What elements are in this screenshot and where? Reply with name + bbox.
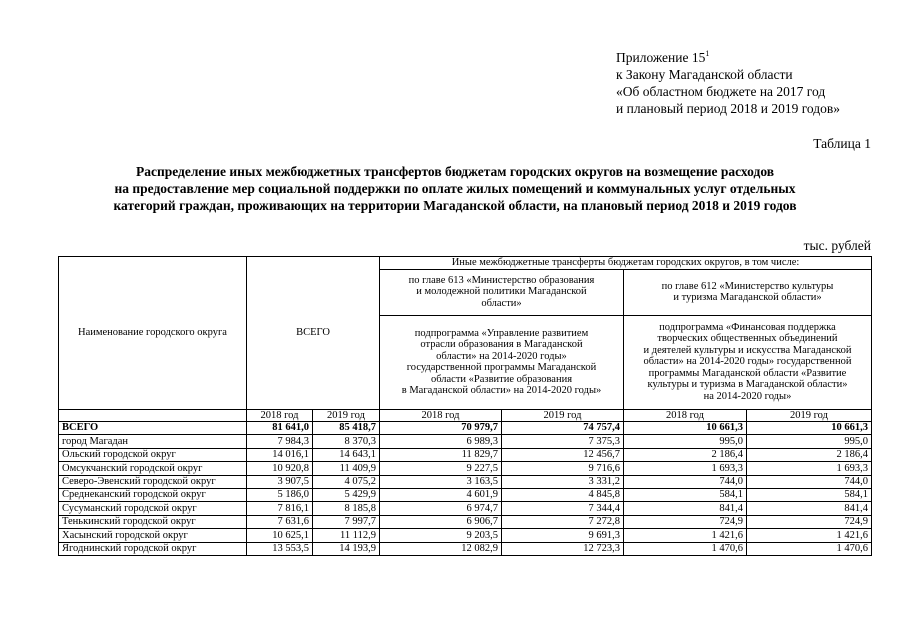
row-ch612-2018: 724,9 xyxy=(624,515,747,528)
appendix-line-4: и плановый период 2018 и 2019 годов» xyxy=(616,101,841,116)
row-name: ВСЕГО xyxy=(59,422,247,435)
row-ch612-2019: 1 470,6 xyxy=(747,542,872,555)
appendix-superscript: 1 xyxy=(705,49,710,58)
row-ch613-2018: 12 082,9 xyxy=(380,542,502,555)
row-total-2019: 5 429,9 xyxy=(313,488,380,501)
table-row xyxy=(59,542,872,555)
row-ch613-2019: 9 691,3 xyxy=(502,529,624,542)
row-total-2019: 7 997,7 xyxy=(313,515,380,528)
row-total-2018: 5 186,0 xyxy=(247,488,313,501)
table-row xyxy=(59,475,872,488)
row-ch612-2018: 841,4 xyxy=(624,502,747,515)
row-ch613-2018: 6 906,7 xyxy=(380,515,502,528)
row-ch612-2018: 1 421,6 xyxy=(624,529,747,542)
row-ch612-2019: 995,0 xyxy=(747,435,872,448)
row-ch613-2019: 7 344,4 xyxy=(502,502,624,515)
header-ch612-2018: 2018 год xyxy=(624,409,747,422)
row-ch612-2019: 724,9 xyxy=(747,515,872,528)
header-chapter-613: по главе 613 «Министерство образования и молодежной политики Магаданской области» xyxy=(380,269,624,315)
title-line-2: на предоставление мер социальной поддержки по оплате жилых помещений и коммунальных услуг отдельных xyxy=(114,181,796,196)
row-total-2019: 14 643,1 xyxy=(313,448,380,461)
units-label: тыс. рублей xyxy=(803,238,871,253)
header-subprogram-613: подпрограмма «Управление развитием отрасли образования в Магаданской области» на 2014-2020 годы» государственной программы Магаданской области «Развитие образования в Магаданской области» на 2014-2020 годы» xyxy=(380,315,624,409)
row-ch613-2019: 7 375,3 xyxy=(502,435,624,448)
row-total-2018: 3 907,5 xyxy=(247,475,313,488)
row-total-2018: 14 016,1 xyxy=(247,448,313,461)
title-line-3: категорий граждан, проживающих на территории Магаданской области, на плановый период 2018 и 2019 годов xyxy=(113,198,797,213)
row-ch613-2019: 3 331,2 xyxy=(502,475,624,488)
row-name: город Магадан xyxy=(59,435,247,448)
row-total-2018: 7 984,3 xyxy=(247,435,313,448)
row-total-2019: 14 193,9 xyxy=(313,542,380,555)
row-name: Ягоднинский городской округ xyxy=(59,542,247,555)
header-other-transfers: Иные межбюджетные трансферты бюджетам городских округов, в том числе: xyxy=(380,257,872,270)
row-name: Северо-Эвенский городской округ xyxy=(59,475,247,488)
table-row xyxy=(59,502,872,515)
row-ch612-2018: 995,0 xyxy=(624,435,747,448)
row-name: Среднеканский городской округ xyxy=(59,488,247,501)
header-blank xyxy=(59,409,247,422)
transfers-table xyxy=(58,256,872,556)
row-ch613-2018: 70 979,7 xyxy=(380,422,502,435)
row-ch612-2019: 10 661,3 xyxy=(747,422,872,435)
row-ch613-2018: 9 203,5 xyxy=(380,529,502,542)
row-ch612-2019: 744,0 xyxy=(747,475,872,488)
row-total-2018: 7 816,1 xyxy=(247,502,313,515)
row-name: Сусуманский городской округ xyxy=(59,502,247,515)
header-ch613-2018: 2018 год xyxy=(380,409,502,422)
row-ch613-2018: 6 974,7 xyxy=(380,502,502,515)
row-ch612-2019: 584,1 xyxy=(747,488,872,501)
row-ch612-2018: 584,1 xyxy=(624,488,747,501)
table-row xyxy=(59,515,872,528)
row-total-2019: 11 112,9 xyxy=(313,529,380,542)
row-ch613-2019: 4 845,8 xyxy=(502,488,624,501)
document-title xyxy=(40,163,870,214)
row-total-2019: 11 409,9 xyxy=(313,462,380,475)
row-name: Ольский городской округ xyxy=(59,448,247,461)
table-row xyxy=(59,462,872,475)
row-total-2019: 8 185,8 xyxy=(313,502,380,515)
header-total-2018: 2018 год xyxy=(247,409,313,422)
table-row xyxy=(59,529,872,542)
row-ch613-2018: 3 163,5 xyxy=(380,475,502,488)
row-ch612-2018: 744,0 xyxy=(624,475,747,488)
row-ch613-2019: 9 716,6 xyxy=(502,462,624,475)
row-ch613-2018: 11 829,7 xyxy=(380,448,502,461)
row-total-2019: 8 370,3 xyxy=(313,435,380,448)
row-ch612-2019: 841,4 xyxy=(747,502,872,515)
row-ch612-2019: 1 421,6 xyxy=(747,529,872,542)
row-ch612-2018: 2 186,4 xyxy=(624,448,747,461)
row-ch613-2018: 4 601,9 xyxy=(380,488,502,501)
table-row xyxy=(59,448,872,461)
row-ch613-2019: 74 757,4 xyxy=(502,422,624,435)
table-label: Таблица 1 xyxy=(813,136,871,151)
table-row xyxy=(59,435,872,448)
row-name: Тенькинский городской округ xyxy=(59,515,247,528)
appendix-line-1: Приложение $15^1$ xyxy=(616,49,710,65)
row-ch613-2019: 7 272,8 xyxy=(502,515,624,528)
header-subprogram-612: подпрограмма «Финансовая поддержка творческих общественных объединений и деятелей культуры и искусства Магаданской области» на 2014-2020 годы» государственной программы Магаданской области «Развитие культуры и туризма в Магаданской области» на 2014-2020 годы» xyxy=(624,315,872,409)
row-ch613-2018: 6 989,3 xyxy=(380,435,502,448)
table-row-total xyxy=(59,422,872,435)
row-ch613-2019: 12 456,7 xyxy=(502,448,624,461)
header-ch613-2019: 2019 год xyxy=(502,409,624,422)
row-ch612-2018: 10 661,3 xyxy=(624,422,747,435)
appendix-line-2: к Закону Магаданской области xyxy=(616,67,793,82)
row-total-2018: 10 625,1 xyxy=(247,529,313,542)
row-ch612-2018: 1 470,6 xyxy=(624,542,747,555)
header-total-column: ВСЕГО xyxy=(247,257,380,410)
row-ch612-2018: 1 693,3 xyxy=(624,462,747,475)
row-ch613-2019: 12 723,3 xyxy=(502,542,624,555)
row-name: Омсукчанский городской округ xyxy=(59,462,247,475)
header-total-2019: 2019 год xyxy=(313,409,380,422)
row-name: Хасынский городской округ xyxy=(59,529,247,542)
row-ch612-2019: 2 186,4 xyxy=(747,448,872,461)
header-name-column: Наименование городского округа xyxy=(59,257,247,410)
row-total-2019: 85 418,7 xyxy=(313,422,380,435)
row-ch613-2018: 9 227,5 xyxy=(380,462,502,475)
row-total-2019: 4 075,2 xyxy=(313,475,380,488)
header-chapter-612: по главе 612 «Министерство культуры и туризма Магаданской области» xyxy=(624,269,872,315)
row-total-2018: 13 553,5 xyxy=(247,542,313,555)
row-total-2018: 7 631,6 xyxy=(247,515,313,528)
title-line-1: Распределение иных межбюджетных трансфертов бюджетам городских округов на возмещение расходов xyxy=(135,164,775,179)
row-total-2018: 81 641,0 xyxy=(247,422,313,435)
appendix-line-3: «Об областном бюджете на 2017 год xyxy=(616,84,826,99)
header-ch612-2019: 2019 год xyxy=(747,409,872,422)
table-row xyxy=(59,488,872,501)
row-total-2018: 10 920,8 xyxy=(247,462,313,475)
row-ch612-2019: 1 693,3 xyxy=(747,462,872,475)
appendix-note xyxy=(616,45,840,117)
